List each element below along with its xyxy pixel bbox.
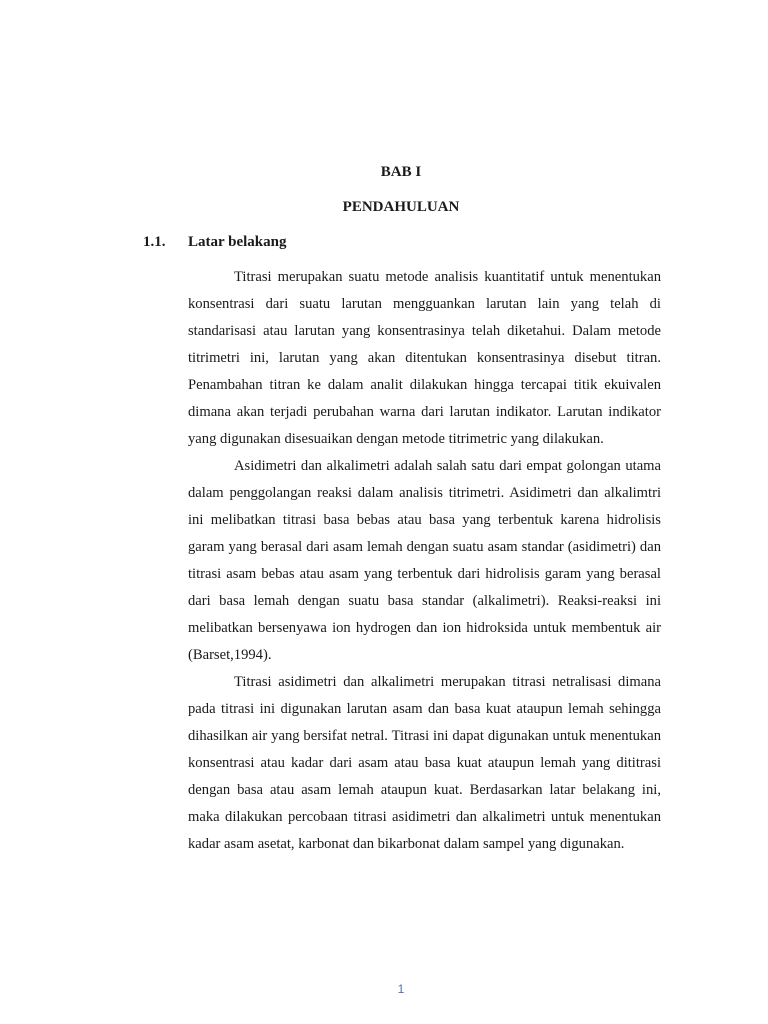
chapter-number: BAB I: [380, 164, 422, 180]
section-title: Latar belakang: [188, 234, 287, 250]
page-number: 1: [397, 982, 405, 996]
chapter-title: PENDAHULUAN: [342, 199, 460, 215]
paragraph: Asidimetri dan alkalimetri adalah salah satu dari empat golongan utama dalam penggolangan reaksi dalam analisis titrimetri. Asidimetri dan alkalimtri ini melibatkan titrasi basa bebas atau basa yang terbentuk karena hidrolisis garam yang berasal dari asam lemah dengan suatu asam standar (asidimetri) dan titrasi asam bebas atau asam yang terbentuk dari hidrolisis garam yang berasal dari basa lemah dengan suatu basa standar (alkalimetri). Reaksi-reaksi ini melibatkan bersenyawa ion hydrogen dan ion hidroksida untuk membentuk air (Barset,1994).: [188, 458, 661, 663]
paragraph: Titrasi merupakan suatu metode analisis kuantitatif untuk menentukan konsentrasi dari suatu larutan mengguankan larutan lain yang telah di standarisasi atau larutan yang konsentrasinya telah diketahui. Dalam metode titrimetri ini, larutan yang akan ditentukan konsentrasinya disebut titran. Penambahan titran ke dalam analit dilakukan hingga tercapai titik ekuivalen dimana akan terjadi perubahan warna dari larutan indikator. Larutan indikator yang digunakan disesuaikan dengan metode titrimetric yang dilakukan.: [188, 269, 661, 447]
section-heading: [143, 232, 287, 252]
paragraph: Titrasi asidimetri dan alkalimetri merupakan titrasi netralisasi dimana pada titrasi ini digunakan larutan asam dan basa kuat ataupun lemah sehingga dihasilkan air yang bersifat netral. Titrasi ini dapat digunakan untuk menentukan konsentrasi atau kadar dari asam atau basa kuat ataupun lemah yang dititrasi dengan basa atau asam lemah ataupun kuat. Berdasarkan latar belakang ini, maka dilakukan percobaan titrasi asidimetri dan alkalimetri untuk menentukan kadar asam asetat, karbonat dan bikarbonat dalam sampel yang digunakan.: [188, 674, 661, 852]
body-text: [188, 264, 661, 858]
section-number: 1.1.: [143, 234, 166, 250]
